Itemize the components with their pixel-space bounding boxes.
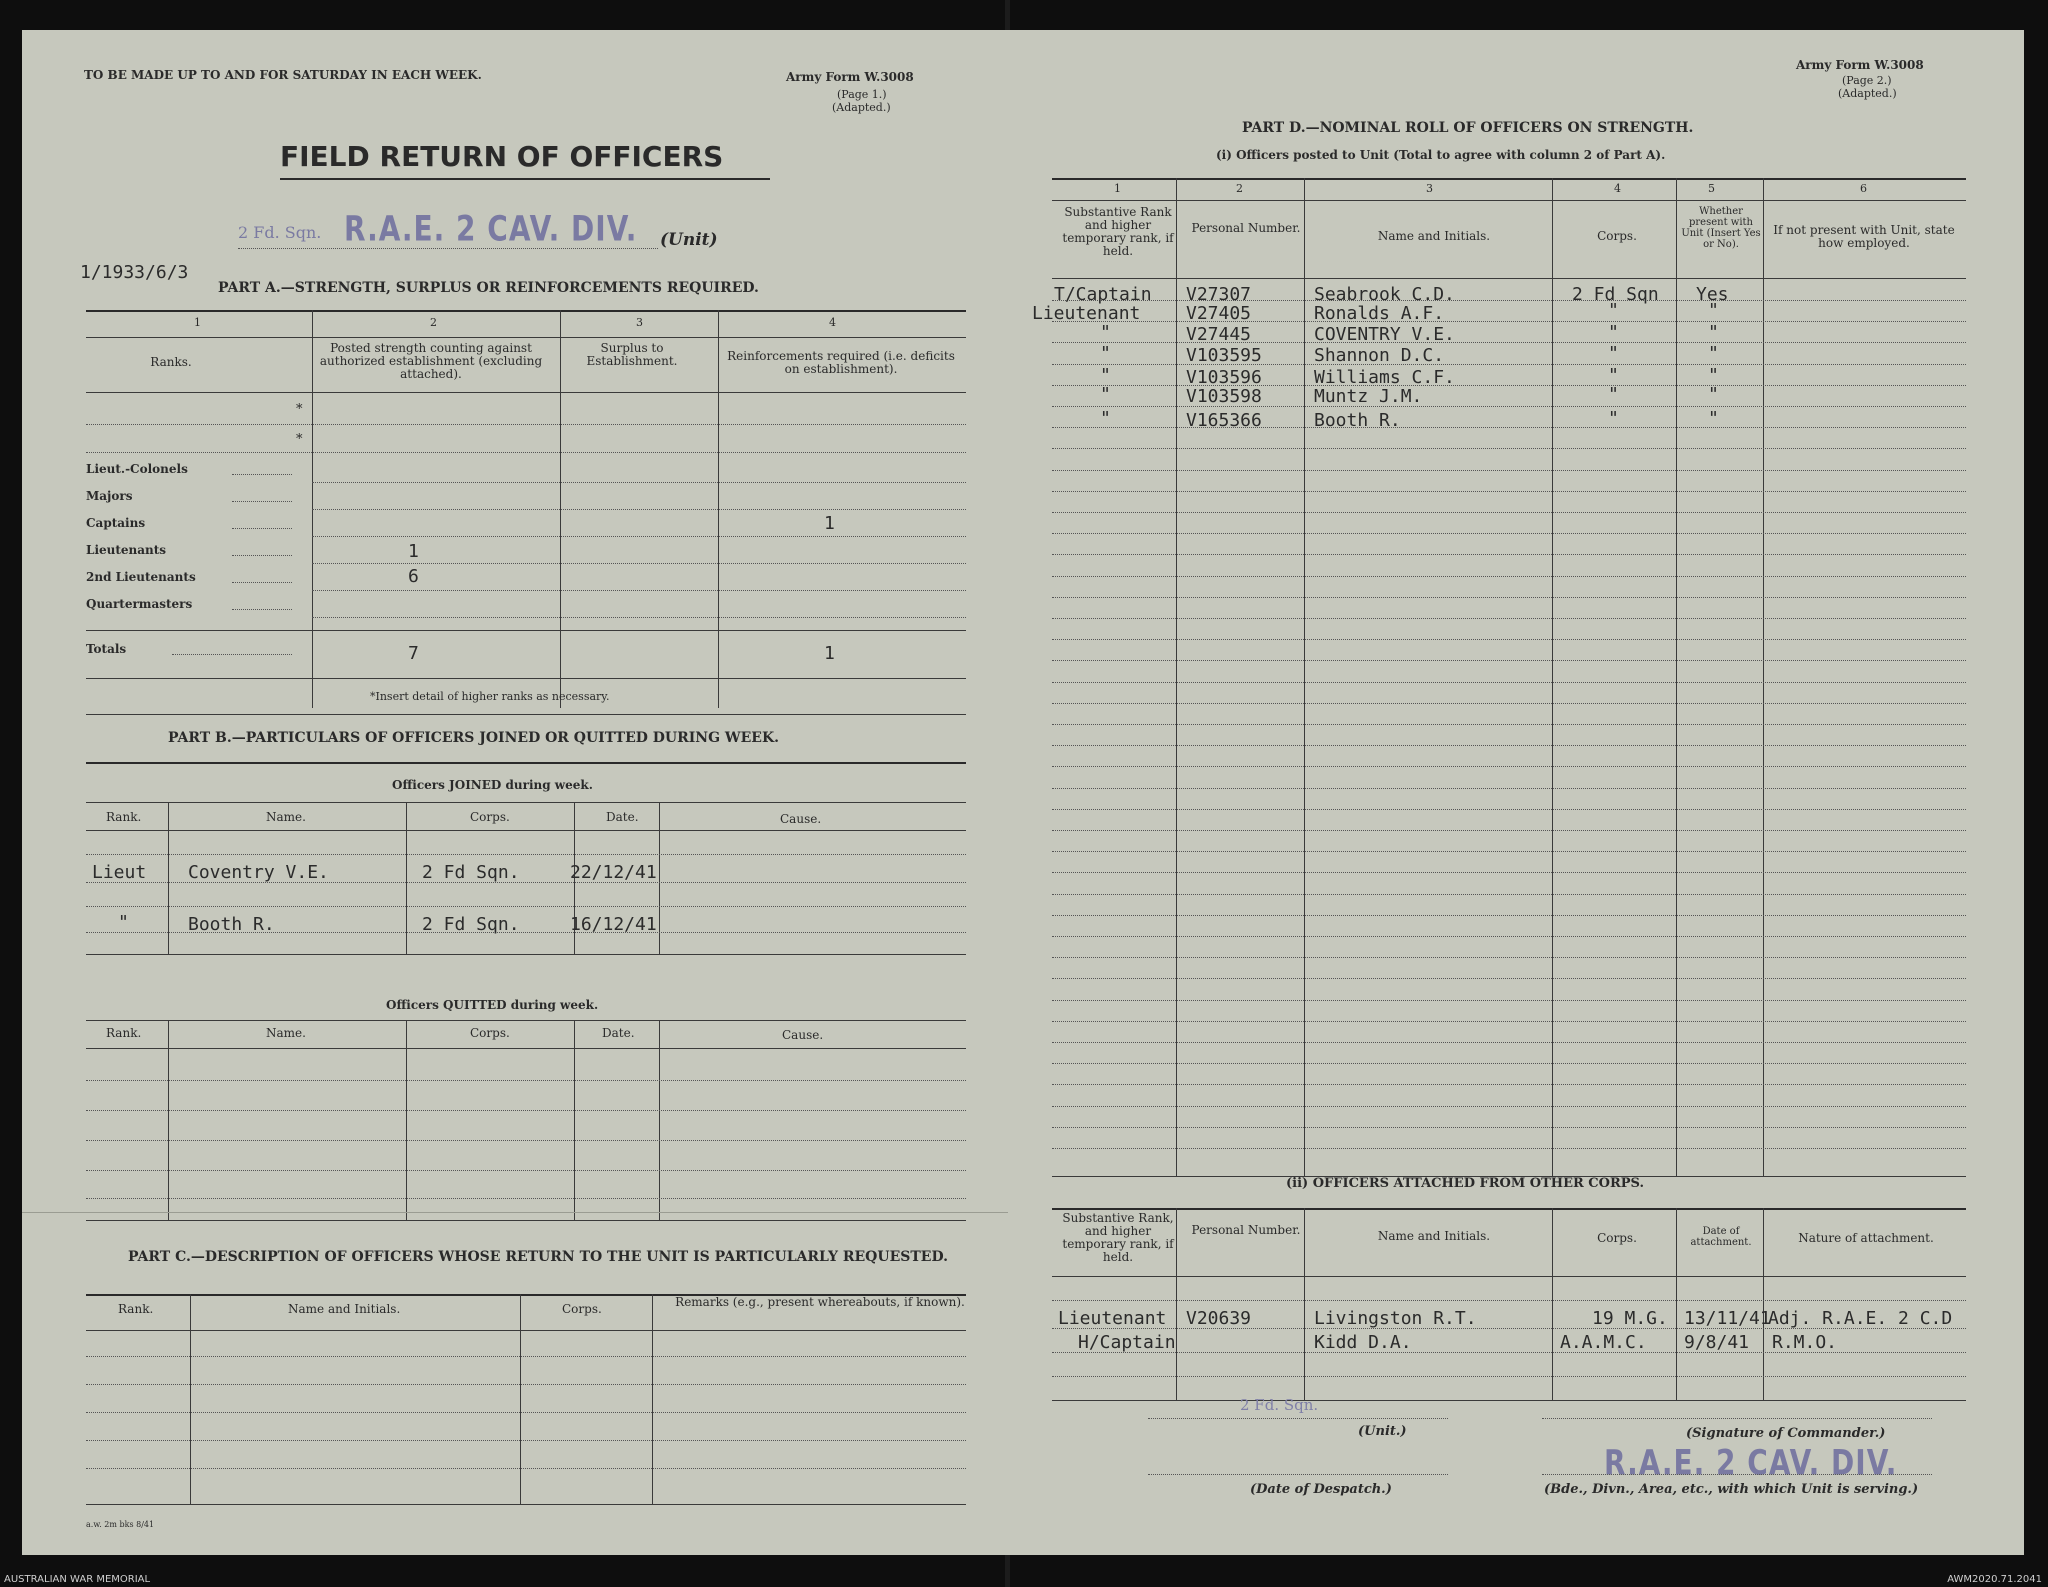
officer-2-corps: " xyxy=(1608,300,1619,321)
col-line xyxy=(652,1294,653,1504)
part-d-header-rank: Substantive Rank and higher temporary rank, if held. xyxy=(1062,205,1174,258)
leader xyxy=(232,501,292,502)
quitted-header-cause: Cause. xyxy=(782,1028,824,1042)
part-d-header-present: Whether present with Unit (Insert Yes or No). xyxy=(1681,206,1761,250)
row-line xyxy=(1052,1300,1966,1301)
officer-7-number: V165366 xyxy=(1186,410,1262,431)
despatch-label: (Date of Despatch.) xyxy=(1250,1482,1392,1497)
roll-line xyxy=(1052,1106,1966,1107)
roll-line xyxy=(1052,1000,1966,1001)
col-line xyxy=(1676,1208,1677,1400)
asterisk-1: * xyxy=(296,402,303,417)
joined-title: Officers JOINED during week. xyxy=(392,778,593,792)
row-line xyxy=(86,1440,966,1441)
quitted-title: Officers QUITTED during week. xyxy=(386,998,599,1012)
header-posted-strength: Posted strength counting against authorized establishment (excluding attached). xyxy=(319,341,543,381)
row-line xyxy=(86,906,966,907)
part-a-colnum-3: 3 xyxy=(636,316,643,329)
col-line xyxy=(1304,1208,1305,1400)
attached-2-corps: A.A.M.C. xyxy=(1560,1332,1647,1353)
rule xyxy=(86,337,966,338)
roll-line xyxy=(1052,448,1966,449)
leader xyxy=(172,654,292,655)
joined-1-corps: 2 Fd Sqn. xyxy=(422,862,520,883)
col-line xyxy=(1176,1208,1177,1400)
officer-4-number: V103595 xyxy=(1186,345,1262,366)
row-line xyxy=(312,536,966,537)
attached-header-number: Personal Number. xyxy=(1191,1223,1301,1237)
leader xyxy=(232,582,292,583)
row-line xyxy=(86,1110,966,1111)
attached-1-nature: Adj. R.A.E. 2 C.D xyxy=(1768,1308,1953,1329)
unit-label-2: (Unit.) xyxy=(1358,1424,1407,1439)
col-line xyxy=(1763,178,1764,1176)
attached-header-date: Date of attachment. xyxy=(1690,1226,1752,1248)
rule xyxy=(1052,1208,1966,1210)
roll-line xyxy=(1052,766,1966,767)
asterisk-2: * xyxy=(296,432,303,447)
col-line xyxy=(520,1294,521,1504)
roll-line xyxy=(1052,1127,1966,1128)
part-d-header-number: Personal Number. xyxy=(1191,221,1301,235)
joined-2-date: 16/12/41 xyxy=(570,914,657,935)
officer-6-corps: " xyxy=(1608,384,1619,405)
part-c-header-corps: Corps. xyxy=(562,1302,602,1316)
officer-6-name: Muntz J.M. xyxy=(1314,386,1423,407)
rule xyxy=(1052,200,1966,201)
rule xyxy=(86,678,966,679)
officer-1-corps: 2 Fd Sqn xyxy=(1572,284,1659,305)
row-line xyxy=(86,1412,966,1413)
header-ranks: Ranks. xyxy=(150,355,192,369)
unit-handwritten: 2 Fd. Sqn. xyxy=(238,223,322,242)
joined-header-name: Name. xyxy=(266,810,306,824)
roll-line xyxy=(1052,1042,1966,1043)
officer-4-rank: " xyxy=(1100,343,1111,364)
rule xyxy=(86,954,966,955)
roll-line xyxy=(1052,1063,1966,1064)
quitted-header-rank: Rank. xyxy=(106,1026,142,1040)
rank-quartermasters: Quartermasters xyxy=(86,597,193,611)
unit-line xyxy=(1148,1418,1448,1419)
joined-2-name: Booth R. xyxy=(188,914,275,935)
attached-1-number: V20639 xyxy=(1186,1308,1252,1329)
col-line xyxy=(1676,178,1677,1176)
officer-6-number: V103598 xyxy=(1186,386,1262,407)
row-line xyxy=(1052,1376,1966,1377)
row-line xyxy=(312,509,966,510)
part-d-colnum-3: 3 xyxy=(1426,182,1433,195)
form-adapted: (Adapted.) xyxy=(832,101,891,114)
officer-4-corps: " xyxy=(1608,343,1619,364)
leader xyxy=(232,555,292,556)
attached-2-date: 9/8/41 xyxy=(1684,1332,1750,1353)
col-line xyxy=(406,1020,407,1220)
row-line xyxy=(86,1198,966,1199)
roll-line xyxy=(1052,554,1966,555)
officer-2-name: Ronalds A.F. xyxy=(1314,303,1445,324)
formation-label: (Bde., Divn., Area, etc., with which Unit is serving.) xyxy=(1544,1482,1919,1497)
despatch-line xyxy=(1148,1474,1448,1475)
part-a-colnum-4: 4 xyxy=(829,316,836,329)
roll-line xyxy=(1052,491,1966,492)
col-line xyxy=(190,1294,191,1504)
rank-2nd-lieutenants: 2nd Lieutenants xyxy=(86,570,196,584)
col-line xyxy=(574,1020,575,1220)
joined-header-corps: Corps. xyxy=(470,810,510,824)
row-line xyxy=(86,1384,966,1385)
officer-5-rank: " xyxy=(1100,365,1111,386)
col-line xyxy=(168,1020,169,1220)
row-line xyxy=(86,424,966,425)
officer-1-present: Yes xyxy=(1696,284,1729,305)
row-line xyxy=(86,1468,966,1469)
attached-2-rank: H/Captain xyxy=(1078,1332,1176,1353)
officer-4-present: " xyxy=(1708,343,1719,364)
officer-3-rank: " xyxy=(1100,322,1111,343)
officer-6-present: " xyxy=(1708,384,1719,405)
roll-line xyxy=(1052,745,1966,746)
row-line xyxy=(312,590,966,591)
part-a-colnum-1: 1 xyxy=(194,316,201,329)
rule xyxy=(1052,278,1966,279)
part-d-sub-i: (i) Officers posted to Unit (Total to agree with column 2 of Part A). xyxy=(1216,148,1666,162)
roll-line xyxy=(1052,788,1966,789)
rule xyxy=(86,392,966,393)
attached-1-date: 13/11/41 xyxy=(1684,1308,1771,1329)
form-adapted-2: (Adapted.) xyxy=(1838,87,1897,100)
row-line xyxy=(86,1080,966,1081)
officer-3-number: V27445 xyxy=(1186,324,1252,345)
part-d-title: PART D.—NOMINAL ROLL OF OFFICERS ON STRENGTH. xyxy=(1242,120,1694,136)
form-number-2: Army Form W.3008 xyxy=(1796,58,1924,72)
rule xyxy=(86,762,966,764)
rule xyxy=(86,1330,966,1331)
lieutenants-posted: 1 xyxy=(408,541,419,562)
title-underline xyxy=(280,178,770,180)
part-a-top-rule xyxy=(86,310,966,312)
joined-2-rank: " xyxy=(118,912,129,933)
officer-2-number: V27405 xyxy=(1186,303,1252,324)
instruction: TO BE MADE UP TO AND FOR SATURDAY IN EACH WEEK. xyxy=(84,68,482,82)
roll-line xyxy=(1052,512,1966,513)
totals-label: Totals xyxy=(86,642,127,656)
part-d-colnum-2: 2 xyxy=(1236,182,1243,195)
officer-7-name: Booth R. xyxy=(1314,410,1401,431)
officer-2-present: " xyxy=(1708,300,1719,321)
row-line xyxy=(312,482,966,483)
row-line xyxy=(86,1356,966,1357)
roll-line xyxy=(1052,915,1966,916)
footer-accession: AWM2020.71.2041 xyxy=(1947,1574,2042,1585)
row-line xyxy=(86,452,966,453)
officer-3-corps: " xyxy=(1608,322,1619,343)
printer-mark: a.w. 2m bks 8/41 xyxy=(86,1520,155,1529)
rank-captains: Captains xyxy=(86,516,146,530)
unit-label: (Unit) xyxy=(660,230,718,250)
fold-line xyxy=(22,1212,1008,1213)
rule xyxy=(1052,1400,1966,1401)
part-d-colnum-6: 6 xyxy=(1860,182,1867,195)
officer-1-rank: T/Captain xyxy=(1054,284,1152,305)
roll-line xyxy=(1052,533,1966,534)
roll-line xyxy=(1052,809,1966,810)
formation-line xyxy=(1542,1474,1932,1475)
attached-1-corps: 19 M.G. xyxy=(1592,1308,1668,1329)
part-a-title: PART A.—STRENGTH, SURPLUS OR REINFORCEMENTS REQUIRED. xyxy=(218,280,759,296)
unit-line xyxy=(238,248,658,249)
leader xyxy=(232,528,292,529)
roll-line xyxy=(1052,894,1966,895)
officer-2-rank: Lieutenant xyxy=(1032,303,1141,324)
row-line xyxy=(86,854,966,855)
roll-line xyxy=(1052,957,1966,958)
part-c-header-name: Name and Initials. xyxy=(288,1302,401,1316)
officer-1-name: Seabrook C.D. xyxy=(1314,284,1455,305)
row-line xyxy=(86,1170,966,1171)
attached-2-nature: R.M.O. xyxy=(1772,1332,1838,1353)
leader xyxy=(232,609,292,610)
part-d-header-corps: Corps. xyxy=(1597,229,1637,243)
roll-line xyxy=(1052,576,1966,577)
roll-line xyxy=(1052,724,1966,725)
officer-6-rank: " xyxy=(1100,384,1111,405)
leader xyxy=(232,474,292,475)
roll-line xyxy=(1052,1084,1966,1085)
2nd-lieutenants-posted: 6 xyxy=(408,566,419,587)
header-surplus: Surplus to Establishment. xyxy=(586,341,678,368)
officer-5-name: Williams C.F. xyxy=(1314,367,1455,388)
rule xyxy=(86,630,966,631)
officer-4-name: Shannon D.C. xyxy=(1314,345,1445,366)
officer-1-number: V27307 xyxy=(1186,284,1252,305)
officer-5-number: V103596 xyxy=(1186,367,1262,388)
officer-7-present: " xyxy=(1708,408,1719,429)
quitted-header-date: Date. xyxy=(602,1026,635,1040)
form-page-2 xyxy=(1008,30,2024,1555)
row-line xyxy=(86,1140,966,1141)
attached-1-rank: Lieutenant xyxy=(1058,1308,1167,1329)
attached-header-name: Name and Initials. xyxy=(1377,1229,1491,1243)
col-line xyxy=(1763,1208,1764,1400)
row-line xyxy=(312,563,966,564)
part-c-header-remarks: Remarks (e.g., present whereabouts, if known). xyxy=(675,1295,965,1309)
rule xyxy=(1052,178,1966,180)
signature-label: (Signature of Commander.) xyxy=(1686,1426,1886,1441)
signature-line xyxy=(1542,1418,1932,1419)
unit-stamp-small: 2 Fd. Sqn. xyxy=(1240,1396,1319,1414)
formation-stamp: R.A.E. 2 CAV. DIV. xyxy=(1604,1442,1898,1484)
part-a-footnote: *Insert detail of higher ranks as necessary. xyxy=(370,690,610,703)
roll-line xyxy=(1052,639,1966,640)
col-line xyxy=(1304,178,1305,1176)
part-d-header-name: Name and Initials. xyxy=(1377,229,1491,243)
col-line xyxy=(1552,178,1553,1176)
rule xyxy=(86,714,966,715)
joined-1-date: 22/12/41 xyxy=(570,862,657,883)
unit-stamp: R.A.E. 2 CAV. DIV. xyxy=(344,208,638,250)
rank-lieutenants: Lieutenants xyxy=(86,543,167,557)
roll-line xyxy=(1052,470,1966,471)
part-c-header-rank: Rank. xyxy=(118,1302,154,1316)
roll-line xyxy=(1052,851,1966,852)
roll-line xyxy=(1052,1021,1966,1022)
attached-header-nature: Nature of attachment. xyxy=(1798,1231,1934,1245)
roll-line xyxy=(1052,682,1966,683)
quitted-header-name: Name. xyxy=(266,1026,306,1040)
roll-line xyxy=(1052,660,1966,661)
rule xyxy=(86,1048,966,1049)
rule xyxy=(1052,1276,1966,1277)
rank-majors: Majors xyxy=(86,489,133,503)
roll-line xyxy=(1052,872,1966,873)
col-line xyxy=(659,1020,660,1220)
part-d-header-employed: If not present with Unit, state how employed. xyxy=(1773,223,1955,250)
joined-header-date: Date. xyxy=(606,810,639,824)
attached-header-corps: Corps. xyxy=(1597,1231,1637,1245)
part-c-title: PART C.—DESCRIPTION OF OFFICERS WHOSE RETURN TO THE UNIT IS PARTICULARLY REQUESTED. xyxy=(128,1249,948,1265)
rule xyxy=(86,1504,966,1505)
col-line xyxy=(1176,178,1177,1176)
officer-5-corps: " xyxy=(1608,365,1619,386)
file-reference: 1/1933/6/3 xyxy=(80,262,189,283)
attached-2-name: Kidd D.A. xyxy=(1314,1332,1412,1353)
form-title: FIELD RETURN OF OFFICERS xyxy=(280,140,724,173)
officer-3-present: " xyxy=(1708,322,1719,343)
part-d-colnum-4: 4 xyxy=(1614,182,1621,195)
quitted-header-corps: Corps. xyxy=(470,1026,510,1040)
header-reinforcements: Reinforcements required (i.e. deficits on establishment). xyxy=(727,349,955,376)
officer-5-present: " xyxy=(1708,365,1719,386)
rank-lieut-colonels: Lieut.-Colonels xyxy=(86,462,188,476)
form-page-2: (Page 2.) xyxy=(1842,74,1892,87)
rule xyxy=(86,830,966,831)
captains-reinforcements: 1 xyxy=(824,513,835,534)
attached-title: (ii) OFFICERS ATTACHED FROM OTHER CORPS. xyxy=(1286,1176,1645,1191)
roll-line xyxy=(1052,1148,1966,1149)
joined-header-rank: Rank. xyxy=(106,810,142,824)
rule xyxy=(86,1220,966,1221)
joined-header-cause: Cause. xyxy=(780,812,822,826)
roll-line xyxy=(1052,936,1966,937)
roll-line xyxy=(1052,597,1966,598)
joined-2-corps: 2 Fd Sqn. xyxy=(422,914,520,935)
form-page: (Page 1.) xyxy=(837,88,887,101)
roll-line xyxy=(1052,703,1966,704)
roll-line xyxy=(1052,830,1966,831)
form-page-1 xyxy=(22,30,1008,1555)
footer-institution: AUSTRALIAN WAR MEMORIAL xyxy=(4,1574,151,1585)
joined-1-rank: Lieut xyxy=(92,862,147,883)
rule xyxy=(86,802,966,803)
totals-reinforcements: 1 xyxy=(824,643,835,664)
totals-posted: 7 xyxy=(408,643,419,664)
form-number: Army Form W.3008 xyxy=(786,70,914,84)
col-line xyxy=(1552,1208,1553,1400)
attached-header-rank: Substantive Rank, and higher temporary rank, if held. xyxy=(1062,1211,1174,1264)
part-a-colnum-2: 2 xyxy=(430,316,437,329)
joined-1-name: Coventry V.E. xyxy=(188,862,329,883)
officer-7-rank: " xyxy=(1100,408,1111,429)
row-line xyxy=(312,617,966,618)
officer-3-name: COVENTRY V.E. xyxy=(1314,324,1455,345)
roll-line xyxy=(1052,618,1966,619)
officer-7-corps: " xyxy=(1608,408,1619,429)
rule xyxy=(86,1020,966,1021)
part-d-colnum-5: 5 xyxy=(1708,182,1715,195)
attached-1-name: Livingston R.T. xyxy=(1314,1308,1477,1329)
roll-line xyxy=(1052,978,1966,979)
part-b-title: PART B.—PARTICULARS OF OFFICERS JOINED OR QUITTED DURING WEEK. xyxy=(168,730,780,746)
part-d-colnum-1: 1 xyxy=(1114,182,1121,195)
